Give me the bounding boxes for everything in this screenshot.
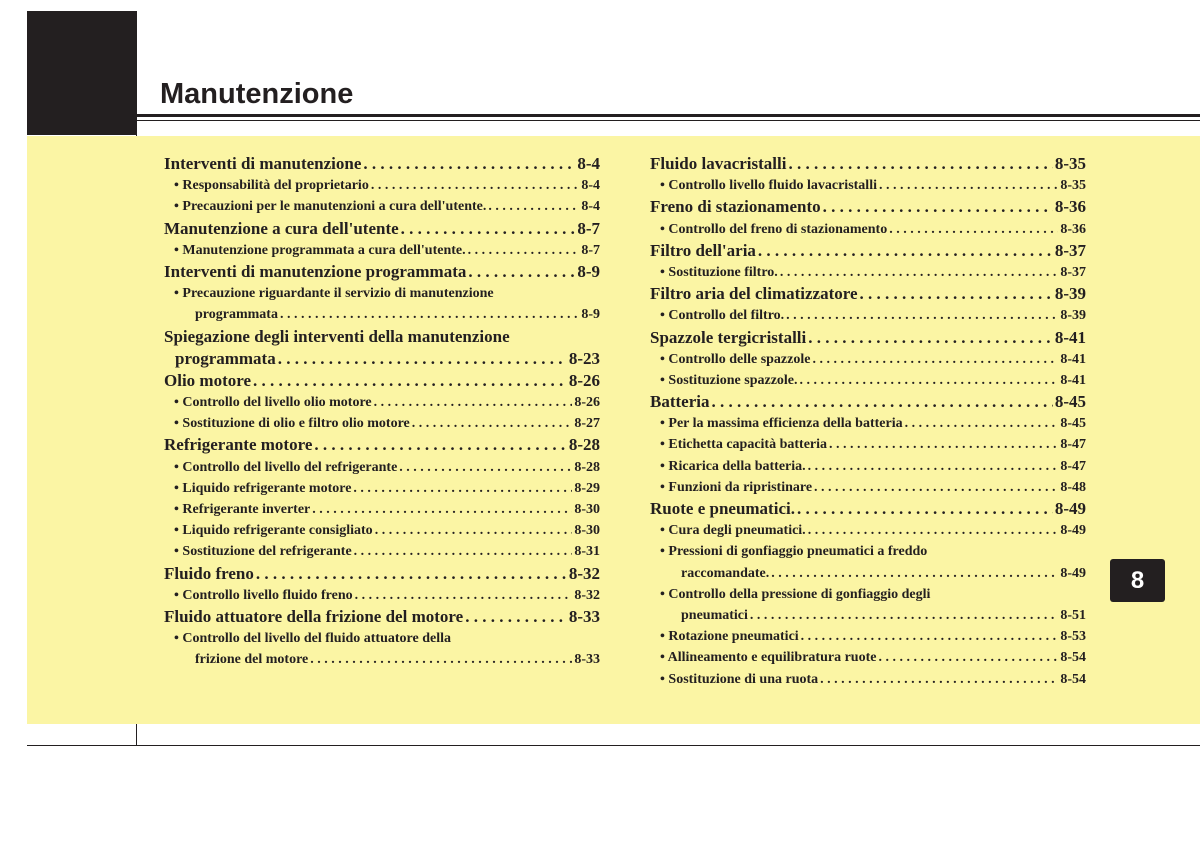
toc-subentry-line1[interactable]: • Pressioni di gonfiaggio pneumatici a freddo: [660, 544, 928, 560]
toc-subentry[interactable]: [650, 456, 1086, 477]
leader-dots: [401, 218, 576, 240]
leader-dots: [788, 153, 1052, 175]
toc-subentry[interactable]: [164, 649, 600, 670]
chapter-tab[interactable]: 8: [1110, 559, 1165, 602]
toc-entry-page: 8-36: [1054, 197, 1086, 217]
leader-dots: [812, 349, 1058, 370]
leader-dots: [468, 240, 580, 261]
toc-entry-title: Fluido lavacristalli: [650, 154, 787, 173]
leader-dots: [800, 370, 1059, 391]
toc-entry-title: • Sostituzione filtro.: [660, 264, 778, 280]
leader-dots: [312, 499, 572, 520]
toc-entry-page: 8-49: [1060, 523, 1086, 539]
leader-dots: [780, 262, 1059, 283]
toc-entry-page: 8-51: [1060, 607, 1086, 623]
toc-entry-title: Fluido freno: [164, 563, 254, 583]
toc-entry-page: 8-28: [574, 459, 600, 475]
toc-subentry[interactable]: [650, 520, 1086, 541]
toc-entry-title: • Precauzioni per le manutenzioni a cura dell'utente.: [174, 199, 487, 215]
toc-entry[interactable]: [650, 498, 1086, 520]
toc-entry[interactable]: [650, 153, 1086, 175]
toc-entry-title: • Funzioni da ripristinare: [660, 479, 813, 495]
toc-entry-page: 8-9: [577, 261, 600, 281]
leader-dots: [375, 520, 573, 541]
toc-subentry[interactable]: [650, 434, 1086, 455]
toc-entry-page: 8-4: [577, 154, 600, 173]
toc-subentry[interactable]: [650, 349, 1086, 370]
toc-entry[interactable]: [164, 261, 600, 283]
leader-dots: [399, 457, 572, 478]
toc-subentry[interactable]: [650, 175, 1086, 196]
leader-dots: [354, 541, 573, 562]
leader-dots: [314, 434, 566, 456]
toc-subentry[interactable]: [164, 175, 600, 196]
leader-dots: [814, 477, 1058, 498]
toc-subentry-line1[interactable]: • Controllo della pressione di gonfiaggio degli: [660, 586, 931, 602]
toc-entry-page: 8-54: [1060, 650, 1086, 666]
toc-subentry[interactable]: [164, 240, 600, 261]
toc-entry-page: 8-45: [1060, 416, 1086, 432]
toc-entry-title: Batteria: [650, 392, 710, 412]
leader-dots: [353, 478, 572, 499]
toc-entry-title: • Manutenzione programmata a cura dell'utente.: [174, 242, 466, 258]
toc-entry-title: • Controllo del livello olio motore: [174, 395, 372, 411]
title-rule: [137, 114, 1200, 117]
toc-entry-page: 8-49: [1054, 499, 1086, 518]
toc-entry-page: 8-47: [1060, 458, 1086, 474]
toc-entry-page: 8-4: [581, 178, 600, 194]
toc-entry-title: • Refrigerante inverter: [174, 502, 311, 517]
toc-entry-page: 8-45: [1054, 392, 1086, 412]
toc-entry-title: • Responsabilità del proprietario: [174, 178, 369, 194]
toc-subentry[interactable]: [650, 669, 1086, 690]
toc-column-left: [164, 153, 600, 671]
leader-dots: [278, 348, 567, 370]
toc-entry-title: • Controllo del freno di stazionamento: [660, 221, 888, 237]
toc-entry-page: 8-54: [1060, 671, 1086, 687]
leader-dots: [310, 649, 572, 670]
toc-entry-title: Ruote e pneumatici.: [650, 499, 795, 518]
toc-entry-page: 8-30: [574, 523, 600, 539]
toc-entry-title: Manutenzione a cura dell'utente: [164, 218, 399, 238]
toc-entry-page: 8-41: [1054, 327, 1086, 347]
leader-dots: [797, 498, 1053, 520]
toc-entry-page: 8-7: [581, 242, 600, 258]
toc-entry-page: 8-4: [581, 199, 600, 215]
leader-dots: [758, 240, 1053, 262]
toc-subentry[interactable]: [164, 413, 600, 434]
toc-subentry[interactable]: [650, 305, 1086, 326]
toc-entry-page: 8-31: [574, 544, 600, 560]
toc-column-right: [650, 153, 1086, 690]
toc-entry-title: • Cura degli pneumatici.: [660, 523, 806, 539]
leader-dots: [468, 261, 575, 283]
toc-entry-title: pneumatici: [681, 607, 748, 623]
toc-entry-page: 8-32: [568, 563, 600, 583]
toc-entry-title: Olio motore: [164, 370, 252, 390]
toc-entry-page: 8-41: [1060, 351, 1086, 367]
toc-entry-page: 8-35: [1054, 154, 1086, 173]
toc-entry-page: 8-32: [574, 587, 600, 603]
toc-subentry-line1[interactable]: • Controllo del livello del fluido attuatore della: [174, 631, 451, 647]
toc-entry-page: 8-39: [1054, 284, 1086, 304]
leader-dots: [253, 370, 567, 392]
toc-subentry[interactable]: [650, 477, 1086, 498]
leader-dots: [808, 520, 1059, 541]
toc-entry-page: 8-26: [568, 370, 600, 390]
toc-subentry[interactable]: [164, 520, 600, 541]
toc-entry-title: • Controllo livello fluido lavacristalli: [660, 178, 877, 194]
leader-dots: [465, 606, 567, 628]
toc-entry-title: • Per la massima efficienza della batteria: [660, 416, 903, 432]
toc-entry-page: 8-49: [1060, 565, 1086, 581]
toc-entry[interactable]: [650, 240, 1086, 262]
leader-dots: [355, 585, 573, 606]
toc-entry-page: 8-29: [574, 480, 600, 496]
toc-entry-page: 8-33: [574, 652, 600, 668]
toc-entry[interactable]: [164, 370, 600, 392]
toc-entry-title: frizione del motore: [195, 652, 309, 668]
toc-entry[interactable]: [164, 606, 600, 628]
toc-subentry[interactable]: [164, 457, 600, 478]
toc-entry-title: • Ricarica della batteria.: [660, 458, 806, 474]
toc-entry-title: Interventi di manutenzione: [164, 154, 362, 173]
toc-entry-title: Filtro aria del climatizzatore: [650, 284, 858, 304]
toc-entry-title: • Controllo delle spazzole: [660, 351, 811, 367]
toc-entry[interactable]: [164, 348, 600, 370]
toc-entry-title: programmata: [195, 307, 278, 323]
toc-entry-page: 8-53: [1060, 629, 1086, 645]
toc-entry-title: Filtro dell'aria: [650, 240, 756, 260]
toc-entry-title: • Sostituzione del refrigerante: [174, 544, 352, 560]
toc-entry-page: 8-36: [1060, 221, 1086, 237]
toc-entry-page: 8-35: [1060, 178, 1086, 194]
toc-entry-page: 8-27: [574, 416, 600, 432]
leader-dots: [256, 563, 567, 585]
toc-subentry[interactable]: [164, 304, 600, 325]
toc-subentry[interactable]: [164, 392, 600, 413]
toc-entry-page: 8-33: [568, 606, 600, 626]
leader-dots: [280, 304, 579, 325]
toc-entry-title: • Controllo del filtro.: [660, 308, 785, 324]
toc-entry-page: 8-37: [1054, 240, 1086, 260]
toc-entry[interactable]: [164, 153, 600, 175]
leader-dots: [808, 327, 1053, 349]
toc-entry[interactable]: [650, 391, 1086, 413]
chapter-header-block: [27, 11, 137, 135]
toc-entry[interactable]: [650, 196, 1086, 218]
toc-entry-page: 8-28: [568, 435, 600, 455]
toc-entry-title: • Sostituzione di una ruota: [660, 671, 819, 687]
toc-subentry[interactable]: [650, 262, 1086, 283]
leader-dots: [905, 413, 1059, 434]
toc-entry-page: 8-37: [1060, 264, 1086, 280]
leader-dots: [878, 647, 1058, 668]
toc-entry-page: 8-39: [1060, 308, 1086, 324]
toc-entry[interactable]: [164, 563, 600, 585]
toc-entry-title: • Rotazione pneumatici: [660, 629, 799, 645]
toc-entry[interactable]: [650, 327, 1086, 349]
toc-entry-title: Spazzole tergicristalli: [650, 327, 807, 347]
toc-subentry[interactable]: [650, 647, 1086, 668]
toc-entry[interactable]: [164, 434, 600, 456]
leader-dots: [750, 605, 1058, 626]
toc-entry-title: raccomandate.: [681, 565, 770, 581]
toc-subentry[interactable]: [650, 413, 1086, 434]
toc-subentry[interactable]: [650, 563, 1086, 584]
leader-dots: [412, 413, 573, 434]
toc-subentry[interactable]: [164, 499, 600, 520]
toc-subentry-line1[interactable]: • Precauzione riguardante il servizio di manutenzione: [174, 286, 494, 302]
toc-subentry[interactable]: [164, 478, 600, 499]
leader-dots: [801, 626, 1059, 647]
title-rule-thin: [137, 120, 1200, 121]
toc-entry[interactable]: [164, 218, 600, 240]
toc-entry-title: • Controllo livello fluido freno: [174, 587, 353, 603]
toc-subentry[interactable]: [650, 626, 1086, 647]
leader-dots: [488, 196, 579, 217]
leader-dots: [371, 175, 580, 196]
page-title: Manutenzione: [160, 78, 354, 110]
toc-subentry[interactable]: [164, 196, 600, 217]
toc-subentry[interactable]: [164, 585, 600, 606]
toc-entry-page: 8-23: [568, 348, 600, 368]
leader-dots: [889, 219, 1058, 240]
toc-entry-page: 8-41: [1060, 372, 1086, 388]
leader-dots: [374, 392, 573, 413]
toc-entry-page: 8-47: [1060, 437, 1086, 453]
toc-entry[interactable]: [650, 283, 1086, 305]
toc-entry-title: Freno di stazionamento: [650, 197, 821, 217]
toc-subentry[interactable]: [650, 370, 1086, 391]
toc-subentry[interactable]: [164, 541, 600, 562]
toc-entry-title: • Sostituzione di olio e filtro olio motore: [174, 416, 410, 432]
leader-dots: [786, 305, 1058, 326]
leader-dots: [860, 283, 1053, 305]
toc-subentry[interactable]: [650, 219, 1086, 240]
toc-entry-title: • Allineamento e equilibratura ruote: [660, 650, 877, 666]
toc-entry-title: Interventi di manutenzione programmata: [164, 261, 467, 281]
toc-entry-title: • Etichetta capacità batteria: [660, 437, 828, 453]
leader-dots: [820, 669, 1058, 690]
toc-entry-title: • Controllo del livello del refrigerante: [174, 459, 398, 475]
leader-dots: [808, 456, 1059, 477]
toc-entry-page: 8-7: [577, 218, 600, 238]
toc-entry-title: • Liquido refrigerante motore: [174, 480, 352, 496]
leader-dots: [829, 434, 1058, 455]
bottom-rule: [27, 745, 1200, 746]
toc-entry-title: Fluido attuatore della frizione del motore: [164, 606, 464, 626]
leader-dots: [363, 153, 575, 175]
toc-entry-title: • Sostituzione spazzole.: [660, 372, 798, 388]
leader-dots: [879, 175, 1058, 196]
toc-entry-page: 8-26: [574, 395, 600, 411]
toc-entry-title: programmata: [175, 348, 276, 368]
leader-dots: [771, 563, 1058, 584]
toc-subentry[interactable]: [650, 605, 1086, 626]
toc-entry-line1[interactable]: Spiegazione degli interventi della manutenzione: [164, 326, 510, 346]
toc-entry-page: 8-9: [581, 307, 600, 323]
toc-entry-page: 8-48: [1060, 479, 1086, 495]
leader-dots: [711, 391, 1052, 413]
toc-entry-title: • Liquido refrigerante consigliato: [174, 523, 373, 539]
toc-entry-title: Refrigerante motore: [164, 435, 313, 455]
leader-dots: [823, 196, 1053, 218]
toc-entry-page: 8-30: [574, 502, 600, 517]
